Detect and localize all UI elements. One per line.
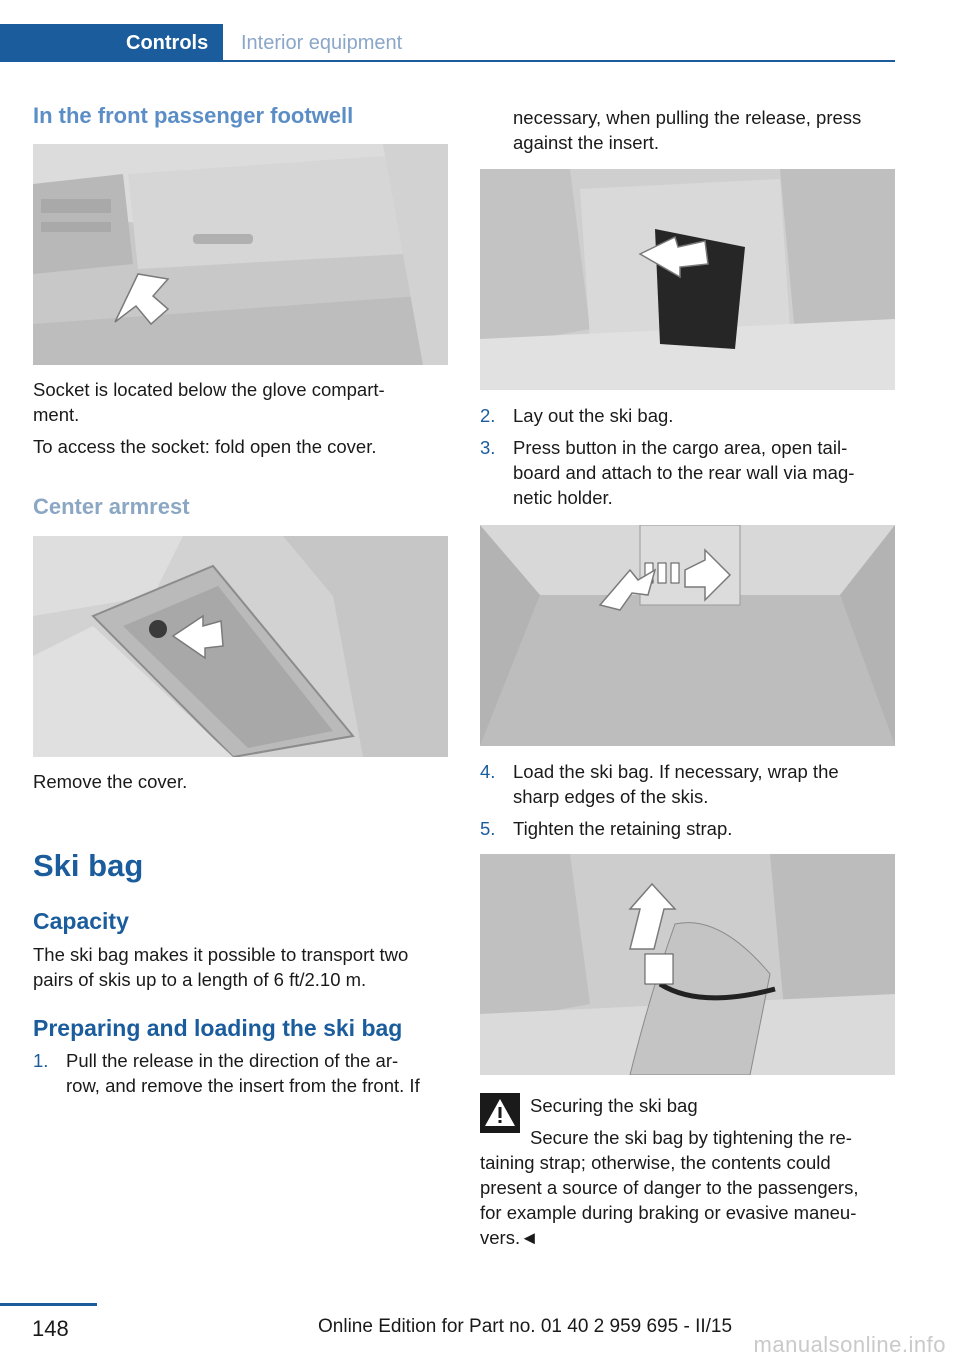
footwell-text-1a: Socket is located below the glove compart‐ xyxy=(33,379,385,400)
step-4-text-b: sharp edges of the skis. xyxy=(513,786,709,807)
step-1-text-b: row, and remove the insert from the front. If xyxy=(66,1075,420,1096)
step-5-text: Tighten the retaining strap. xyxy=(513,818,733,839)
retaining-strap-image xyxy=(480,854,895,1075)
warning-text-3: present a source of danger to the passengers, xyxy=(480,1177,859,1198)
watermark: manualsonline.info xyxy=(753,1332,946,1357)
warning-title: Securing the ski bag xyxy=(530,1095,698,1116)
warning-text-4: for example during braking or evasive maneu‐ xyxy=(480,1202,857,1223)
step-1-cont-a: necessary, when pulling the release, press xyxy=(513,107,862,128)
footwell-heading: In the front passenger footwell xyxy=(33,103,354,128)
warning-text-1: Secure the ski bag by tightening the re‐ xyxy=(530,1127,852,1148)
warning-text-5: vers.◄ xyxy=(480,1227,539,1248)
cargo-area-image xyxy=(480,525,895,746)
step-1-number: 1. xyxy=(33,1050,49,1071)
footwell-text-1b: ment. xyxy=(33,404,80,425)
footwell-image xyxy=(33,144,448,365)
armrest-image xyxy=(33,536,448,757)
step-1-cont-b: against the insert. xyxy=(513,132,660,153)
step-3-text-b: board and attach to the rear wall via mag‐ xyxy=(513,462,855,483)
step-3-number: 3. xyxy=(480,437,496,458)
step-3-text-a: Press button in the cargo area, open tail‐ xyxy=(513,437,848,458)
step-3-text-c: netic holder. xyxy=(513,487,613,508)
step-2-text: Lay out the ski bag. xyxy=(513,405,674,426)
capacity-text-1: The ski bag makes it possible to transport two xyxy=(33,944,409,965)
page-number: 148 xyxy=(32,1316,69,1341)
page-header xyxy=(0,24,895,62)
prep-heading: Preparing and loading the ski bag xyxy=(33,1015,403,1041)
edition-note: Online Edition for Part no. 01 40 2 959 695 - II/15 xyxy=(318,1316,733,1337)
warning-text-2: taining strap; otherwise, the contents could xyxy=(480,1152,831,1173)
step-2-number: 2. xyxy=(480,405,496,426)
step-5-number: 5. xyxy=(480,818,496,839)
ski-bag-heading: Ski bag xyxy=(33,848,144,883)
step-4-text-a: Load the ski bag. If necessary, wrap the xyxy=(513,761,839,782)
header-rule xyxy=(223,60,895,62)
footwell-text-2: To access the socket: fold open the cover. xyxy=(33,436,377,457)
capacity-text-2: pairs of skis up to a length of 6 ft/2.10 m. xyxy=(33,969,367,990)
step-4-number: 4. xyxy=(480,761,496,782)
header-tab-interior-equipment[interactable]: Interior equipment xyxy=(241,32,403,54)
armrest-heading: Center armrest xyxy=(33,494,190,519)
rear-seat-insert-image xyxy=(480,169,895,390)
header-tab-controls[interactable]: Controls xyxy=(126,32,209,54)
capacity-heading: Capacity xyxy=(33,908,129,934)
armrest-text: Remove the cover. xyxy=(33,771,188,792)
footer-rule xyxy=(0,1303,97,1306)
step-1-text-a: Pull the release in the direction of the ar‐ xyxy=(66,1050,399,1071)
warning-triangle-icon xyxy=(480,1093,520,1133)
